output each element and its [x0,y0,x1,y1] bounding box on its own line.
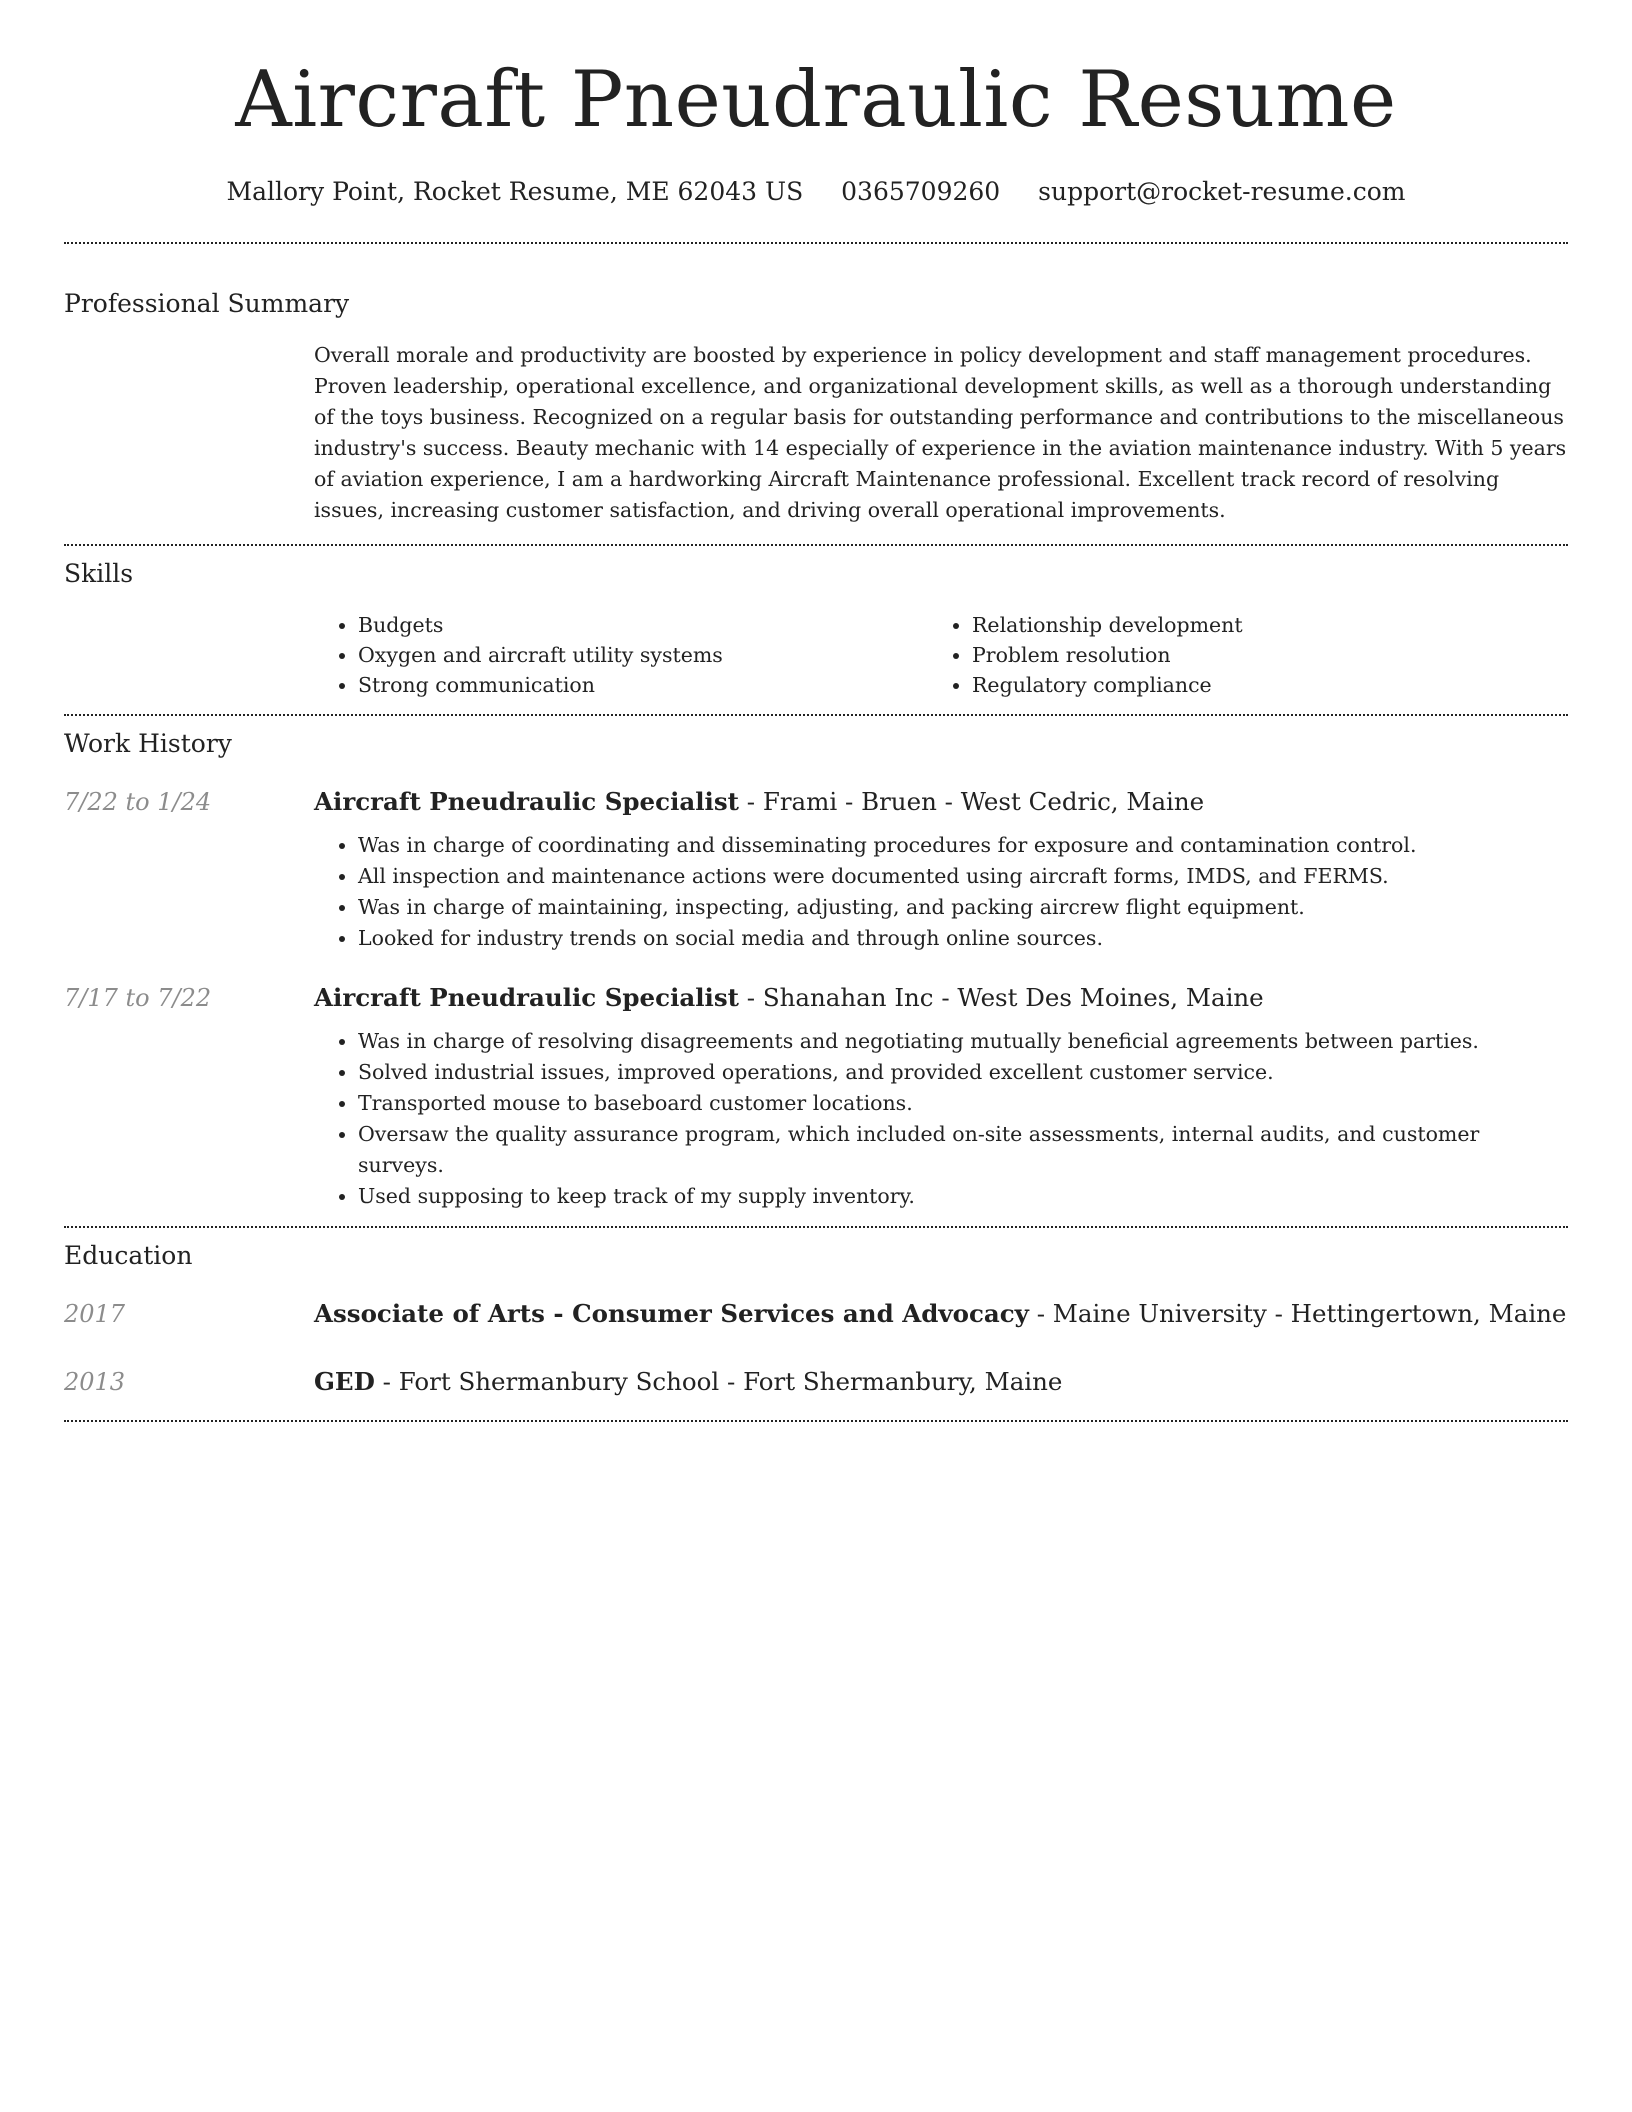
job-bullets [314,830,1568,954]
skills-heading: Skills [64,559,134,588]
job-entry [64,786,1568,954]
education-heading: Education [64,1241,193,1270]
contact-line [64,176,1568,208]
resume-title: Aircraft Pneudraulic Resume [235,55,1397,145]
education-year: 2013 [64,1368,126,1396]
education-entry [64,1366,1568,1398]
skill-item: • Strong communication [358,670,928,700]
education-year: 2017 [64,1300,126,1328]
summary-heading: Professional Summary [64,289,350,318]
skill-item: • Problem resolution [972,640,1243,670]
education-school: - Maine University - Hettingertown, Maine [1028,1299,1567,1328]
job-bullet: • Was in charge of coordinating and disseminating procedures for exposure and contamination control. [358,830,1568,861]
job-body [314,982,1568,1212]
contact-email: support@rocket-resume.com [1038,177,1406,206]
skill-item: • Oxygen and aircraft utility systems [358,640,928,670]
job-bullet: • Solved industrial issues, improved operations, and provided excellent customer service. [358,1057,1568,1088]
job-bullet: • Was in charge of resolving disagreements and negotiating mutually beneficial agreements between parties. [358,1026,1568,1057]
skills-column-2 [928,610,1243,700]
job-bullet: • Looked for industry trends on social media and through online sources. [358,923,1568,954]
education-body [314,1366,1568,1398]
education-degree: GED [314,1367,375,1396]
job-header [314,982,1568,1014]
section-divider [64,1226,1568,1228]
work-history-heading: Work History [64,729,232,758]
contact-phone: 0365709260 [841,177,1001,206]
section-divider [64,1420,1568,1422]
skill-item: • Regulatory compliance [972,670,1243,700]
section-divider [64,242,1568,244]
job-title: Aircraft Pneudraulic Specialist [314,787,739,816]
education-school: - Fort Shermanbury School - Fort Shermanbury, Maine [374,1367,1063,1396]
job-bullets [314,1026,1568,1212]
job-dates: 7/17 to 7/22 [64,984,212,1012]
job-header [314,786,1568,818]
job-bullet: • Was in charge of maintaining, inspecting, adjusting, and packing aircrew flight equipment. [358,892,1568,923]
job-title: Aircraft Pneudraulic Specialist [314,983,739,1012]
job-entry [64,982,1568,1212]
skill-item: • Relationship development [972,610,1243,640]
education-degree: Associate of Arts - Consumer Services and Advocacy [314,1299,1029,1328]
education-header [314,1298,1568,1330]
skills-list [314,610,1568,700]
education-entry [64,1298,1568,1330]
job-bullet: • All inspection and maintenance actions were documented using aircraft forms, IMDS, and FERMS. [358,861,1568,892]
job-dates: 7/22 to 1/24 [64,788,212,816]
skills-column-1 [314,610,928,700]
education-header [314,1366,1568,1398]
section-divider [64,544,1568,546]
education-body [314,1298,1568,1330]
job-bullet: • Transported mouse to baseboard customer locations. [358,1088,1568,1119]
section-divider [64,714,1568,716]
contact-address: Mallory Point, Rocket Resume, ME 62043 US [226,177,804,206]
job-company: - Frami - Bruen - West Cedric, Maine [738,787,1205,816]
skill-item: • Budgets [358,610,928,640]
job-bullet: • Used supposing to keep track of my supply inventory. [358,1181,1568,1212]
job-bullet: • Oversaw the quality assurance program, which included on-site assessments, internal audits, and customer surveys. [358,1119,1568,1181]
job-company: - Shanahan Inc - West Des Moines, Maine [738,983,1264,1012]
summary-text: Overall morale and productivity are boosted by experience in policy development and staff management procedures. Proven leadership, operational excellence, and organizational development skills, as well as a thorough understanding of the toys business. Recognized on a regular basis for outstanding performance and contributions to the miscellaneous industry's success. Beauty mechanic with 14 especially of experience in the aviation maintenance industry. With 5 years of aviation experience, I am a hardworking Aircraft Maintenance professional. Excellent track record of resolving issues, increasing customer satisfaction, and driving overall operational improvements. [314,343,1567,522]
job-body [314,786,1568,954]
